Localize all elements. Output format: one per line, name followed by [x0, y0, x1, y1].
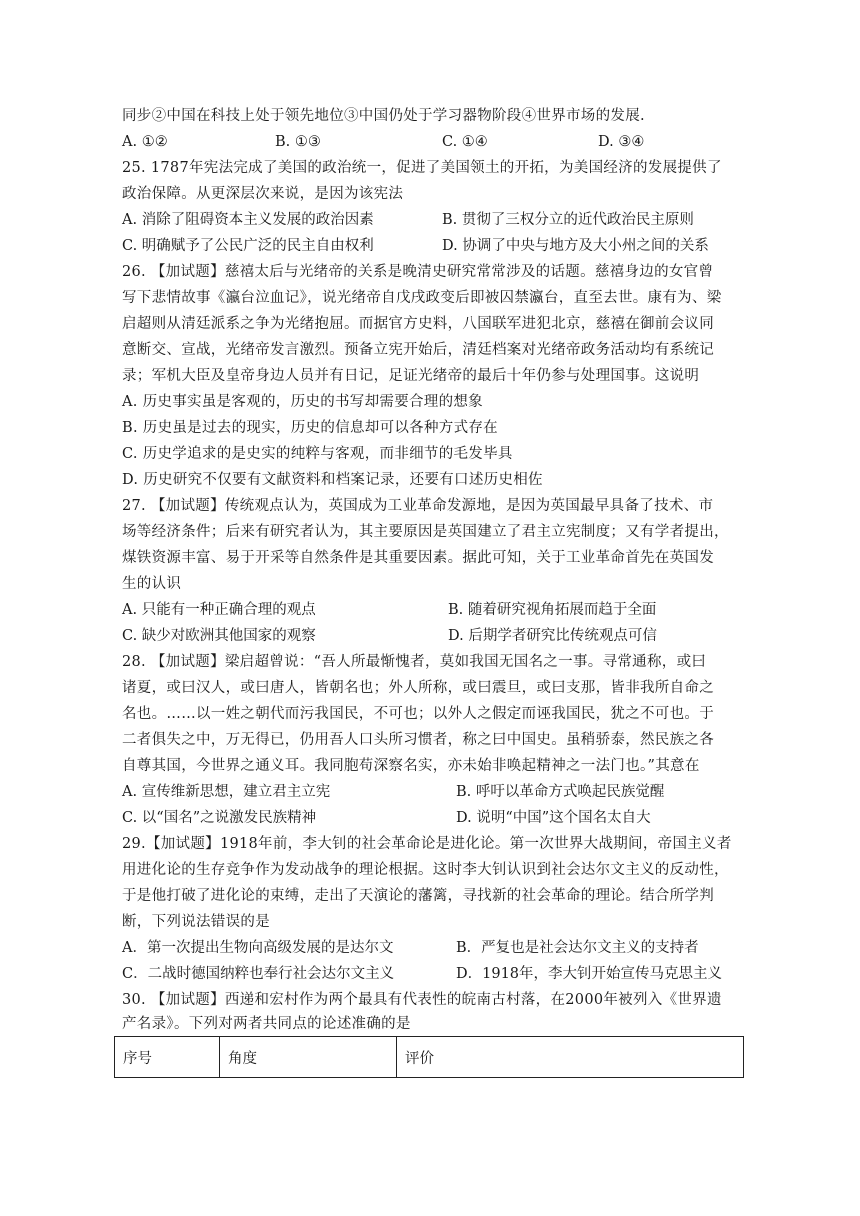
table-header-number: 序号: [115, 1037, 220, 1078]
q28-stem-line2: 诸夏，或曰汉人，或曰唐人，皆朝名也；外人所称，或曰震旦，或曰支那，皆非我所自命之: [122, 680, 714, 696]
q24-text-tail: 同步②中国在科技上处于领先地位③中国仍处于学习器物阶段④世界市场的发展.: [122, 108, 645, 124]
q24-option-d: D. ③④: [598, 134, 645, 150]
q29-option-d: D．1918年，李大钊开始宣传马克思主义: [456, 966, 723, 982]
q25-option-d: D. 协调了中央与地方及大小州之间的关系: [442, 238, 709, 254]
q26-stem-line4: 意断交、宣战，光绪帝发言激烈。预备立宪开始后，清廷档案对光绪帝政务活动均有系统记: [122, 342, 714, 358]
q29-stem-line4: 断，下列说法错误的是: [122, 914, 270, 930]
q26-stem-line1: 26. 【加试题】慈禧太后与光绪帝的关系是晚清史研究常常涉及的话题。慈禧身边的女官曾: [122, 264, 714, 280]
q27-stem-line4: 生的认识: [122, 576, 182, 592]
q27-stem-line3: 煤铁资源丰富、易于开采等自然条件是其重要因素。据此可知，关于工业革命首先在英国发: [122, 550, 714, 566]
q24-option-c: C. ①④: [442, 134, 488, 150]
q28-option-a: A. 宣传维新思想，建立君主立宪: [122, 784, 331, 800]
q28-option-d: D. 说明“中国”这个国名太自大: [456, 810, 651, 826]
q25-option-b: B. 贯彻了三权分立的近代政治民主原则: [442, 212, 694, 228]
q28-stem-line5: 自尊其国，今世界之通义耳。我同胞苟深察名实，亦未始非唤起精神之一法门也。”其意在: [122, 758, 700, 774]
q29-stem-line2: 用进化论的生存竞争作为发动战争的理论根据。这时李大钊认识到社会达尔文主义的反动性，: [122, 862, 729, 878]
q26-option-b: B. 历史虽是过去的现实，历史的信息却可以各种方式存在: [122, 420, 498, 436]
q27-option-c: C. 缺少对欧洲其他国家的观察: [122, 628, 316, 644]
q25-stem-line2: 政治保障。从更深层次来说，是因为该宪法: [122, 186, 404, 202]
q28-stem-line1: 28. 【加试题】梁启超曾说：“吾人所最惭愧者，莫如我国无国名之一事。寻常通称，或曰: [122, 654, 707, 670]
q29-option-b: B．严复也是社会达尔文主义的支持者: [456, 940, 699, 956]
q26-option-d: D. 历史研究不仅要有文献资料和档案记录，还要有口述历史相佐: [122, 472, 543, 488]
q28-option-b: B. 呼吁以革命方式唤起民族觉醒: [456, 784, 665, 800]
table-header-evaluation: 评价: [397, 1037, 744, 1078]
q24-option-a: A. ①②: [122, 134, 168, 150]
q29-stem-line1: 29.【加试题】1918年前，李大钊的社会革命论是进化论。第一次世界大战期间，帝国主义者: [122, 836, 732, 852]
q24-option-b: B. ①③: [275, 134, 321, 150]
q27-option-a: A. 只能有一种正确合理的观点: [122, 602, 316, 618]
q26-option-c: C. 历史学追求的是史实的纯粹与客观，而非细节的毛发毕具: [122, 446, 513, 462]
q26-stem-line2: 写下悲情故事《瀛台泣血记》，说光绪帝自戊戌政变后即被囚禁瀛台，直至去世。康有为、梁: [122, 290, 722, 306]
q25-option-c: C. 明确赋予了公民广泛的民主自由权利: [122, 238, 374, 254]
table-header-row: [115, 1037, 744, 1078]
q27-option-b: B. 随着研究视角拓展而趋于全面: [448, 602, 657, 618]
q25-option-a: A. 消除了阻碍资本主义发展的政治因素: [122, 212, 374, 228]
q29-option-c: C．二战时德国纳粹也奉行社会达尔文主义: [122, 966, 395, 982]
q30-stem-line2: 产名录》。下列对两者共同点的论述准确的是: [122, 1016, 411, 1032]
q25-stem-line1: 25. 1787年宪法完成了美国的政治统一，促进了美国领土的开拓，为美国经济的发展提供了: [122, 160, 722, 176]
q29-option-a: A．第一次提出生物向高级发展的是达尔文: [122, 940, 394, 956]
table-header-angle: 角度: [220, 1037, 397, 1078]
q28-stem-line4: 二者俱失之中，万无得已，仍用吾人口头所习惯者，称之曰中国史。虽稍骄泰，然民族之各: [122, 732, 714, 748]
q29-stem-line3: 于是他打破了进化论的束缚，走出了天演论的藩篱，寻找新的社会革命的理论。结合所学判: [122, 888, 714, 904]
q27-stem-line2: 场等经济条件；后来有研究者认为，其主要原因是英国建立了君主立宪制度；又有学者提出，: [122, 524, 729, 540]
q26-stem-line5: 录；军机大臣及皇帝身边人员并有日记，足证光绪帝的最后十年仍参与处理国事。这说明: [122, 368, 700, 384]
q26-stem-line3: 启超则从清廷派系之争为光绪抱屈。而据官方史料，八国联军进犯北京，慈禧在御前会议同: [122, 316, 714, 332]
q27-stem-line1: 27. 【加试题】传统观点认为，英国成为工业革命发源地，是因为英国最早具备了技术、市: [122, 498, 714, 514]
q28-stem-line3: 名也。……以一姓之朝代而污我国民，不可也；以外人之假定而诬我国民，犹之不可也。于: [122, 706, 714, 722]
q30-stem-line1: 30. 【加试题】西递和宏村作为两个最具有代表性的皖南古村落，在2000年被列入《世界遗: [122, 992, 722, 1008]
q30-table: [114, 1036, 744, 1078]
q27-option-d: D. 后期学者研究比传统观点可信: [448, 628, 657, 644]
q26-option-a: A. 历史事实虽是客观的，历史的书写却需要合理的想象: [122, 394, 483, 410]
q28-option-c: C. 以“国名”之说激发民族精神: [122, 810, 317, 826]
